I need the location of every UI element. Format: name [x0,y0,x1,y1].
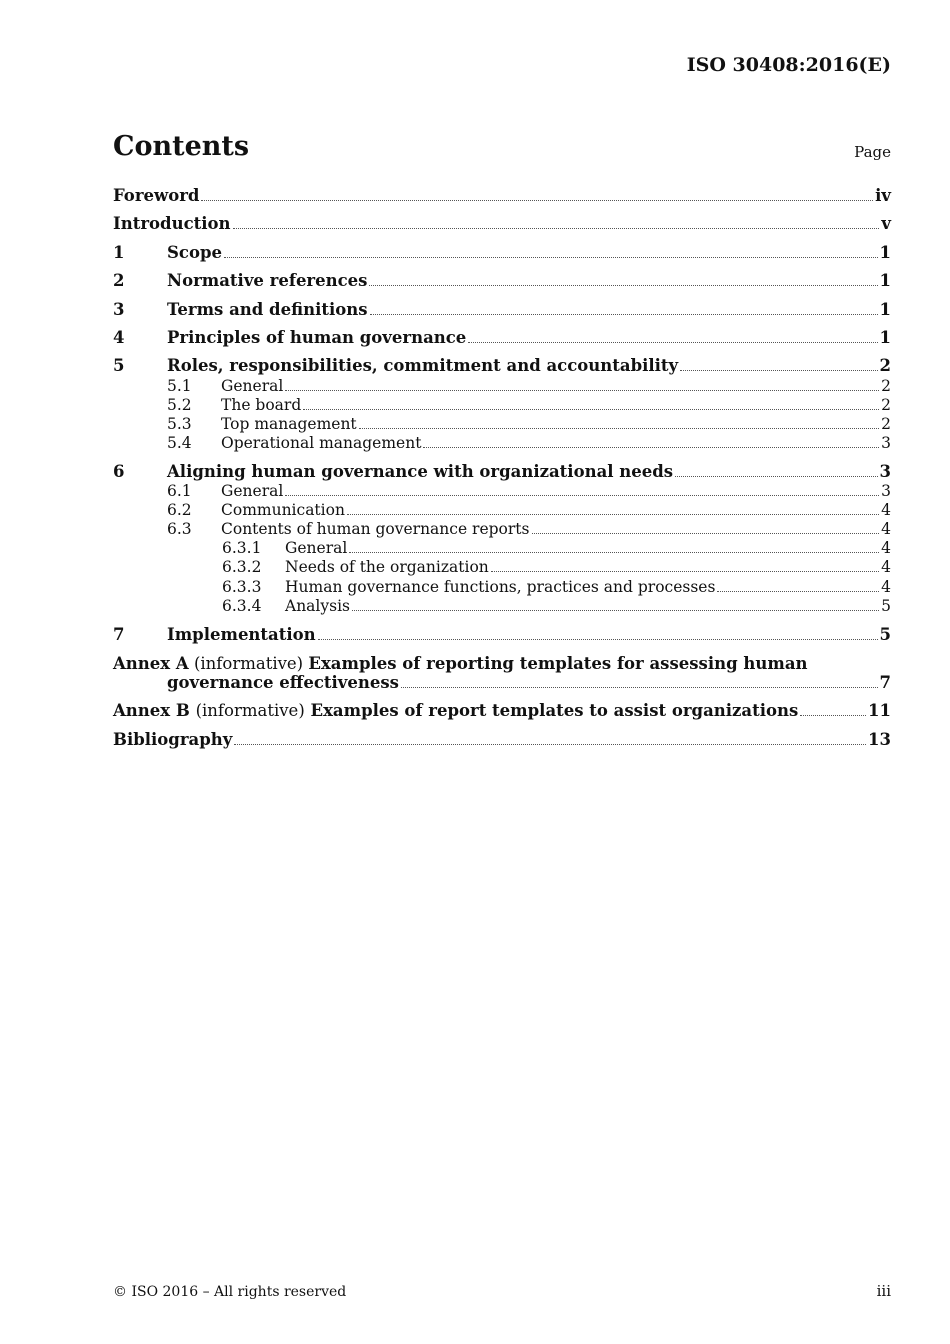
toc-entry-6-3[interactable] [113,520,891,538]
toc-entry-6[interactable] [113,462,891,481]
leader-dots [352,610,879,611]
annex-label: Annex B [113,701,190,720]
toc-entry-page: 13 [868,730,891,749]
leader-dots [318,639,878,640]
toc-entry-page: 1 [879,328,891,347]
toc-entry-title: Contents of human governance reports [221,520,530,538]
toc-entry-6-3-1[interactable] [113,539,891,557]
toc-entry-page: 3 [879,462,891,481]
toc-entry-page: 5 [881,597,891,615]
toc-entry-title: Roles, responsibilities, commitment and accountability [167,356,679,375]
toc-entry-number: 7 [113,625,125,644]
leader-dots [285,495,879,496]
toc-entry-page: 1 [879,300,891,319]
toc-entry-title: Scope [167,243,223,262]
toc-entry-page: 2 [879,356,891,375]
leader-dots [423,447,879,448]
toc-entry-6-3-3[interactable] [113,578,891,596]
leader-dots [224,257,878,258]
toc-entry-page: 4 [881,558,891,576]
annex-title: Examples of report templates to assist organizations [310,701,799,720]
toc-entry-title: General [221,482,284,500]
contents-heading: Contents [113,131,250,162]
toc-entry-title: Introduction [113,214,231,233]
toc-entry-number: 6.3 [167,520,192,538]
leader-dots [491,571,879,572]
toc-entry-title: Analysis [285,597,350,615]
toc-entry-annex-b[interactable] [113,701,891,720]
toc-entry-introduction[interactable] [113,214,891,233]
toc-entry-title: The board [221,396,302,414]
toc-entry-page: 2 [881,377,891,395]
leader-dots [370,314,878,315]
toc-entry-number: 3 [113,300,125,319]
toc-entry-number: 2 [113,271,125,290]
annex-title-continued: governance effectiveness [167,673,399,692]
toc-entry-title: Bibliography [113,730,233,749]
toc-entry-page: 2 [881,415,891,433]
toc-entry-7[interactable] [113,625,891,644]
toc-entry-page: 7 [879,673,891,692]
leader-dots [201,200,873,201]
toc-entry-1[interactable] [113,243,891,262]
toc-entry-number: 5.4 [167,434,192,452]
toc-entry-page: iv [875,186,891,205]
annex-heading-continuation [113,673,891,692]
copyright-notice: © ISO 2016 – All rights reserved [113,1284,347,1300]
toc-entry-annex-a[interactable] [113,654,891,692]
toc-entry-page: 5 [879,625,891,644]
toc-entry-title: Principles of human governance [167,328,467,347]
toc-entry-5-4[interactable] [113,434,891,452]
toc-entry-number: 6.3.3 [222,578,262,596]
leader-dots [800,715,866,716]
page-number: iii [876,1282,891,1300]
leader-dots [347,514,879,515]
leader-dots [303,409,879,410]
toc-entry-title: Implementation [167,625,316,644]
toc-entry-3[interactable] [113,300,891,319]
toc-entry-5-1[interactable] [113,377,891,395]
toc-entry-number: 5.2 [167,396,192,414]
toc-entry-title: Needs of the organization [285,558,489,576]
leader-dots [234,744,866,745]
toc-entry-page: 4 [881,501,891,519]
toc-entry-title: Terms and definitions [167,300,368,319]
toc-entry-page: 1 [879,271,891,290]
toc-entry-bibliography[interactable] [113,730,891,749]
toc-entry-number: 6.3.2 [222,558,262,576]
toc-entry-6-1[interactable] [113,482,891,500]
toc-entry-foreword[interactable] [113,186,891,205]
toc-entry-2[interactable] [113,271,891,290]
standard-identifier: ISO 30408:2016(E) [686,54,891,76]
leader-dots [468,342,877,343]
toc-entry-page: 3 [881,482,891,500]
toc-entry-page: 11 [868,701,891,720]
toc-entry-number: 6.3.4 [222,597,262,615]
toc-entry-title: Operational management [221,434,422,452]
toc-entry-title: General [285,539,348,557]
leader-dots [680,370,877,371]
toc-entry-number: 6 [113,462,125,481]
toc-entry-page: 1 [879,243,891,262]
leader-dots [359,428,879,429]
annex-kind: (informative) [193,654,304,673]
annex-heading-line [113,654,891,673]
toc-entry-page: 4 [881,539,891,557]
toc-entry-title: Aligning human governance with organizational needs [167,462,674,481]
leader-dots [532,533,880,534]
toc-entry-6-3-4[interactable] [113,597,891,615]
toc-entry-number: 5.1 [167,377,192,395]
annex-label: Annex A [113,654,189,673]
leader-dots [233,228,880,229]
annex-title: Examples of reporting templates for assessing human [308,654,808,673]
toc-entry-page: 3 [881,434,891,452]
leader-dots [369,285,877,286]
leader-dots [675,476,877,477]
toc-entry-title: Top management [221,415,357,433]
toc-entry-number: 6.2 [167,501,192,519]
toc-entry-number: 5.3 [167,415,192,433]
toc-entry-title: Communication [221,501,345,519]
annex-kind: (informative) [195,701,305,720]
toc-entry-5[interactable] [113,356,891,375]
toc-entry-title: Foreword [113,186,200,205]
toc-entry-title: General [221,377,284,395]
leader-dots [401,687,878,688]
toc-entry-title: Human governance functions, practices and processes [285,578,716,596]
toc-entry-number: 1 [113,243,125,262]
toc-entry-number: 6.3.1 [222,539,262,557]
toc-entry-number: 6.1 [167,482,192,500]
toc-entry-number: 5 [113,356,125,375]
toc-entry-title: Normative references [167,271,368,290]
page-column-label: Page [854,143,891,161]
toc-entry-6-2[interactable] [113,501,891,519]
toc-entry-page: 2 [881,396,891,414]
leader-dots [285,390,879,391]
leader-dots [349,552,879,553]
toc-entry-page: 4 [881,520,891,538]
toc-entry-number: 4 [113,328,125,347]
toc-entry-5-3[interactable] [113,415,891,433]
toc-entry-5-2[interactable] [113,396,891,414]
toc-entry-4[interactable] [113,328,891,347]
toc-entry-page: 4 [881,578,891,596]
toc-entry-6-3-2[interactable] [113,558,891,576]
toc-entry-page: v [881,214,891,233]
leader-dots [717,591,879,592]
